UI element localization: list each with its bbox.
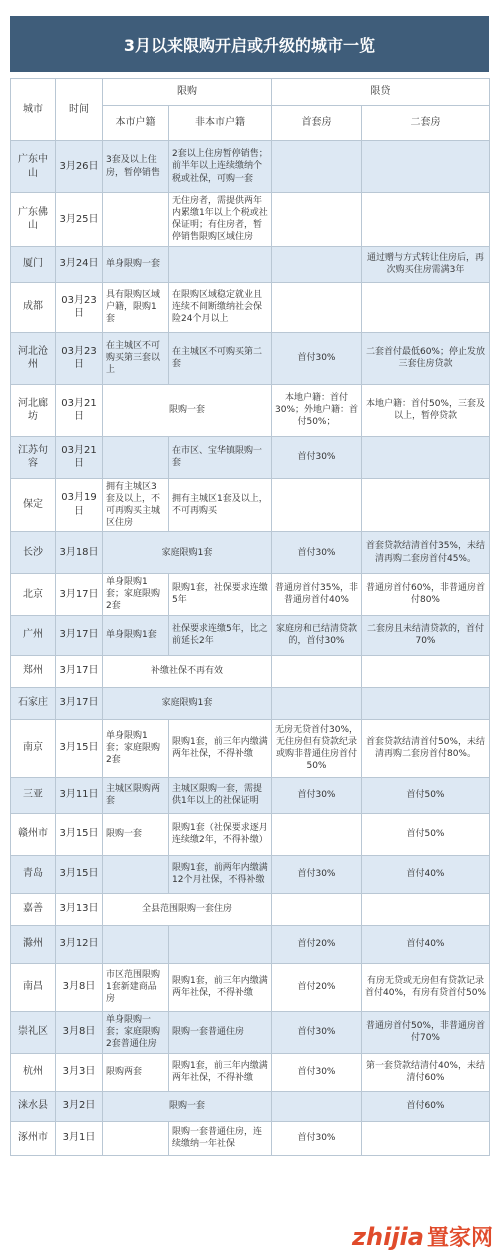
cell-date: 3月12日	[56, 925, 103, 963]
table-row	[11, 574, 490, 615]
cell-local: 主城区限购两套	[103, 777, 169, 813]
cell-nonlocal: 限购1套，前两年内缴满12个月社保，不得补缴	[169, 855, 272, 893]
cell-city: 成都	[11, 282, 56, 332]
cell-first: 首付30%	[272, 1121, 362, 1155]
cell-date: 3月15日	[56, 719, 103, 777]
cell-city: 三亚	[11, 777, 56, 813]
table-row	[11, 893, 490, 925]
table-row	[11, 963, 490, 1011]
cell-date: 3月17日	[56, 655, 103, 687]
cell-local	[103, 855, 169, 893]
cell-date: 3月8日	[56, 1011, 103, 1053]
cell-nonlocal: 无住房者，需提供两年内累缴1年以上个税或社保证明；有住房者，暂停销售限购区域住房	[169, 193, 272, 247]
cell-city: 石家庄	[11, 687, 56, 719]
cell-second	[362, 436, 490, 478]
cell-purchase: 家庭限购1套	[103, 687, 272, 719]
table-row	[11, 436, 490, 478]
cell-second: 二套房且未结清贷款的，首付70%	[362, 615, 490, 655]
cell-first: 首付30%	[272, 1011, 362, 1053]
cell-date: 03月23日	[56, 282, 103, 332]
cell-second	[362, 282, 490, 332]
header-local: 本市户籍	[103, 106, 169, 141]
table-row	[11, 719, 490, 777]
cell-nonlocal: 在市区、宝华镇限购一套	[169, 436, 272, 478]
cell-date: 3月1日	[56, 1121, 103, 1155]
cell-first: 无房无贷首付30%，无住房但有贷款纪录或购非普通住房首付50%	[272, 719, 362, 777]
cell-first	[272, 655, 362, 687]
cell-purchase: 补缴社保不再有效	[103, 655, 272, 687]
cell-date: 3月8日	[56, 963, 103, 1011]
cell-local	[103, 925, 169, 963]
table-row	[11, 246, 490, 282]
table-row	[11, 655, 490, 687]
page-title: 3月以来限购开启或升级的城市一览	[10, 16, 489, 72]
cell-nonlocal: 限购1套，社保要求连缴5年	[169, 574, 272, 615]
cell-date: 3月18日	[56, 532, 103, 574]
cell-second: 第一套贷款结清付40%，未结清付60%	[362, 1053, 490, 1091]
cell-first: 首付30%	[272, 436, 362, 478]
cell-purchase: 限购一套	[103, 1091, 272, 1121]
cell-first	[272, 1091, 362, 1121]
cell-first	[272, 141, 362, 193]
cell-second: 首套贷款结清首付35%，未结清再购二套房首付45%。	[362, 532, 490, 574]
header-loan: 限贷	[272, 79, 490, 106]
cell-local: 拥有主城区3套及以上，不可再购买主城区住房	[103, 478, 169, 532]
cell-first: 首付30%	[272, 332, 362, 384]
table-row	[11, 777, 490, 813]
cell-second	[362, 478, 490, 532]
cell-date: 03月21日	[56, 384, 103, 436]
cell-second: 首套贷款结清首付50%，未结清再购二套房首付80%。	[362, 719, 490, 777]
cell-second: 普通房首付50%，非普通房首付70%	[362, 1011, 490, 1053]
cell-second: 有房无贷或无房但有贷款记录首付40%，有房有贷首付50%	[362, 963, 490, 1011]
cell-date: 3月17日	[56, 574, 103, 615]
cell-city: 广州	[11, 615, 56, 655]
cell-nonlocal	[169, 246, 272, 282]
cell-city: 涞水县	[11, 1091, 56, 1121]
cell-city: 南京	[11, 719, 56, 777]
cell-local: 具有限购区域户籍，限购1套	[103, 282, 169, 332]
cell-purchase: 家庭限购1套	[103, 532, 272, 574]
cell-city: 杭州	[11, 1053, 56, 1091]
cell-date: 03月23日	[56, 332, 103, 384]
cell-city: 河北沧州	[11, 332, 56, 384]
cell-second	[362, 141, 490, 193]
cell-city: 崇礼区	[11, 1011, 56, 1053]
cell-date: 3月17日	[56, 615, 103, 655]
header-date: 时间	[56, 79, 103, 141]
cell-second: 普通房首付60%，非普通房首付80%	[362, 574, 490, 615]
site-watermark	[352, 1221, 493, 1252]
table-row	[11, 855, 490, 893]
cell-nonlocal: 限购一套普通住房	[169, 1011, 272, 1053]
cell-local: 3套及以上住房，暂停销售	[103, 141, 169, 193]
cell-local: 单身限购1套；家庭限购2套	[103, 719, 169, 777]
policy-table	[10, 78, 490, 1156]
cell-date: 3月15日	[56, 813, 103, 855]
table-row	[11, 282, 490, 332]
table-row	[11, 615, 490, 655]
cell-purchase: 限购一套	[103, 384, 272, 436]
header-city: 城市	[11, 79, 56, 141]
cell-nonlocal: 社保要求连缴5年，比之前延长2年	[169, 615, 272, 655]
cell-second: 通过赠与方式转让住房后，再次购买住房需满3年	[362, 246, 490, 282]
cell-nonlocal: 限购1套，前三年内缴满两年社保，不得补缴	[169, 1053, 272, 1091]
table-row	[11, 1121, 490, 1155]
cell-second: 首付50%	[362, 813, 490, 855]
cell-city: 嘉善	[11, 893, 56, 925]
cell-city: 广东佛山	[11, 193, 56, 247]
cell-date: 3月13日	[56, 893, 103, 925]
cell-second: 二套首付最低60%；停止发放三套住房贷款	[362, 332, 490, 384]
table-row	[11, 193, 490, 247]
cell-date: 3月24日	[56, 246, 103, 282]
table-row	[11, 1011, 490, 1053]
cell-nonlocal: 在限购区域稳定就业且连续不间断缴纳社会保险24个月以上	[169, 282, 272, 332]
cell-city: 广东中山	[11, 141, 56, 193]
cell-second: 首付40%	[362, 925, 490, 963]
cell-first	[272, 193, 362, 247]
cell-date: 3月3日	[56, 1053, 103, 1091]
cell-nonlocal: 主城区限购一套，需提供1年以上的社保证明	[169, 777, 272, 813]
cell-local: 单身限购1套	[103, 615, 169, 655]
cell-first: 首付20%	[272, 963, 362, 1011]
cell-nonlocal: 限购1套，前三年内缴满两年社保，不得补缴	[169, 963, 272, 1011]
cell-date: 3月2日	[56, 1091, 103, 1121]
cell-nonlocal: 限购一套普通住房，连续缴纳一年社保	[169, 1121, 272, 1155]
cell-date: 03月19日	[56, 478, 103, 532]
cell-nonlocal: 2套以上住房暂停销售；前半年以上连续缴纳个税或社保，可购一套	[169, 141, 272, 193]
cell-first: 普通房首付35%，非普通房首付40%	[272, 574, 362, 615]
table-row	[11, 141, 490, 193]
cell-city: 滁州	[11, 925, 56, 963]
header-purchase: 限购	[103, 79, 272, 106]
cell-first: 首付30%	[272, 532, 362, 574]
cell-first	[272, 282, 362, 332]
table-row	[11, 332, 490, 384]
cell-city: 郑州	[11, 655, 56, 687]
table-row	[11, 687, 490, 719]
cell-local	[103, 1121, 169, 1155]
cell-first: 家庭房和已结清贷款的，首付30%	[272, 615, 362, 655]
header-first: 首套房	[272, 106, 362, 141]
header-nonlocal: 非本市户籍	[169, 106, 272, 141]
cell-local: 单身限购1套；家庭限购2套	[103, 574, 169, 615]
cell-second: 首付50%	[362, 777, 490, 813]
cell-city: 北京	[11, 574, 56, 615]
table-row	[11, 478, 490, 532]
cell-city: 南昌	[11, 963, 56, 1011]
cell-second	[362, 687, 490, 719]
cell-first: 首付30%	[272, 855, 362, 893]
cell-first: 首付30%	[272, 1053, 362, 1091]
cell-city: 河北廊坊	[11, 384, 56, 436]
cell-city: 江苏句容	[11, 436, 56, 478]
cell-nonlocal: 在主城区不可购买第二套	[169, 332, 272, 384]
cell-city: 赣州市	[11, 813, 56, 855]
cell-nonlocal: 限购1套（社保要求逐月连续缴2年，不得补缴）	[169, 813, 272, 855]
cell-city: 长沙	[11, 532, 56, 574]
cell-date: 3月11日	[56, 777, 103, 813]
cell-local: 限购两套	[103, 1053, 169, 1091]
cell-date: 3月17日	[56, 687, 103, 719]
cell-local: 限购一套	[103, 813, 169, 855]
cell-second	[362, 893, 490, 925]
cell-first	[272, 687, 362, 719]
cell-nonlocal	[169, 925, 272, 963]
table-row	[11, 1053, 490, 1091]
cell-second	[362, 1121, 490, 1155]
watermark-sub: 置家网	[426, 1226, 493, 1251]
cell-date: 3月26日	[56, 141, 103, 193]
cell-date: 3月25日	[56, 193, 103, 247]
table-row	[11, 813, 490, 855]
cell-second: 本地户籍：首付50%，三套及以上，暂停贷款	[362, 384, 490, 436]
cell-first: 首付20%	[272, 925, 362, 963]
cell-second	[362, 655, 490, 687]
cell-nonlocal: 拥有主城区1套及以上，不可再购买	[169, 478, 272, 532]
cell-city: 保定	[11, 478, 56, 532]
table-row	[11, 925, 490, 963]
cell-city: 涿州市	[11, 1121, 56, 1155]
cell-first	[272, 246, 362, 282]
table-row	[11, 1091, 490, 1121]
cell-local: 单身限购一套	[103, 246, 169, 282]
cell-date: 03月21日	[56, 436, 103, 478]
cell-local	[103, 436, 169, 478]
cell-date: 3月15日	[56, 855, 103, 893]
cell-city: 厦门	[11, 246, 56, 282]
cell-first	[272, 893, 362, 925]
cell-local	[103, 193, 169, 247]
watermark-logo: zhijia	[352, 1222, 424, 1251]
cell-local: 单身限购一套；家庭限购2套普通住房	[103, 1011, 169, 1053]
cell-local: 市区范围限购1套新建商品房	[103, 963, 169, 1011]
cell-second: 首付60%	[362, 1091, 490, 1121]
cell-city: 青岛	[11, 855, 56, 893]
cell-local: 在主城区不可购买第三套以上	[103, 332, 169, 384]
table-row	[11, 532, 490, 574]
cell-second: 首付40%	[362, 855, 490, 893]
header-second: 二套房	[362, 106, 490, 141]
cell-first	[272, 478, 362, 532]
cell-first	[272, 813, 362, 855]
cell-first: 本地户籍：首付30%；外地户籍：首付50%；	[272, 384, 362, 436]
cell-nonlocal: 限购1套，前三年内缴满两年社保，不得补缴	[169, 719, 272, 777]
cell-purchase: 全县范围限购一套住房	[103, 893, 272, 925]
table-row	[11, 384, 490, 436]
cell-second	[362, 193, 490, 247]
cell-first: 首付30%	[272, 777, 362, 813]
